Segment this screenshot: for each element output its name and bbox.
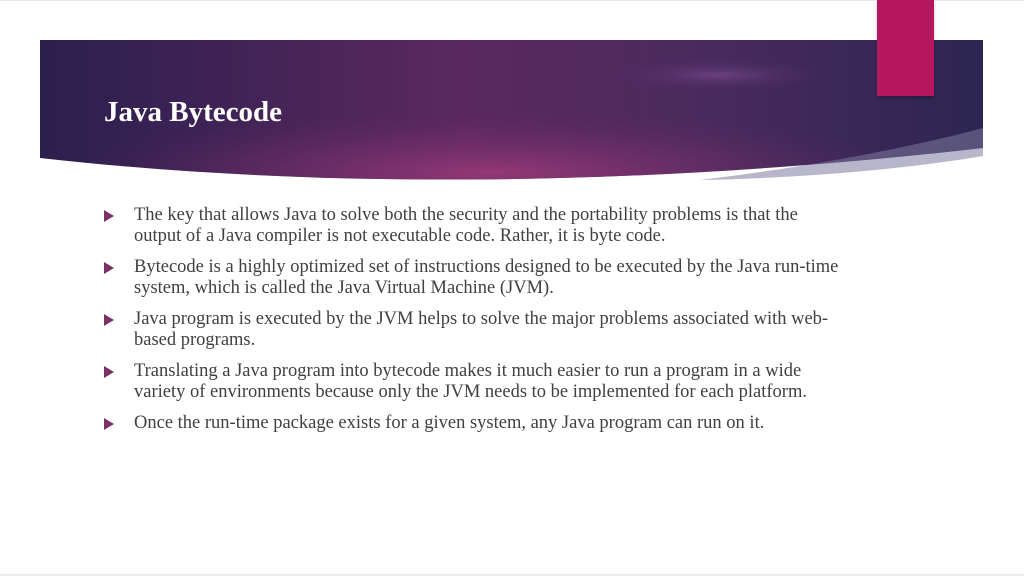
bullet-text: Once the run-time package exists for a given system, any Java program can run on it. xyxy=(134,413,765,433)
bullet-text: Translating a Java program into bytecode makes it much easier to run a program in a wide variety of environments because only the JVM needs to be implemented for each platform. xyxy=(134,361,807,402)
triangle-bullet-icon xyxy=(104,418,114,430)
bullet-list xyxy=(104,205,844,444)
bullet-text: The key that allows Java to solve both the security and the portability problems is that the output of a Java compiler is not executable code. Rather, it is byte code. xyxy=(134,205,798,246)
slide-title: Java Bytecode xyxy=(104,96,282,128)
bullet-item xyxy=(104,361,844,403)
triangle-bullet-icon xyxy=(104,314,114,326)
accent-tab xyxy=(877,0,934,96)
triangle-bullet-icon xyxy=(104,262,114,274)
triangle-bullet-icon xyxy=(104,366,114,378)
triangle-bullet-icon xyxy=(104,210,114,222)
bullet-text: Bytecode is a highly optimized set of instructions designed to be executed by the Java run-time system, which is called the Java Virtual Machine (JVM). xyxy=(134,257,839,298)
bullet-item xyxy=(104,205,844,247)
bullet-item xyxy=(104,309,844,351)
bullet-item xyxy=(104,257,844,299)
bullet-text: Java program is executed by the JVM helps to solve the major problems associated with web-based programs. xyxy=(134,309,829,350)
bullet-item xyxy=(104,413,844,434)
